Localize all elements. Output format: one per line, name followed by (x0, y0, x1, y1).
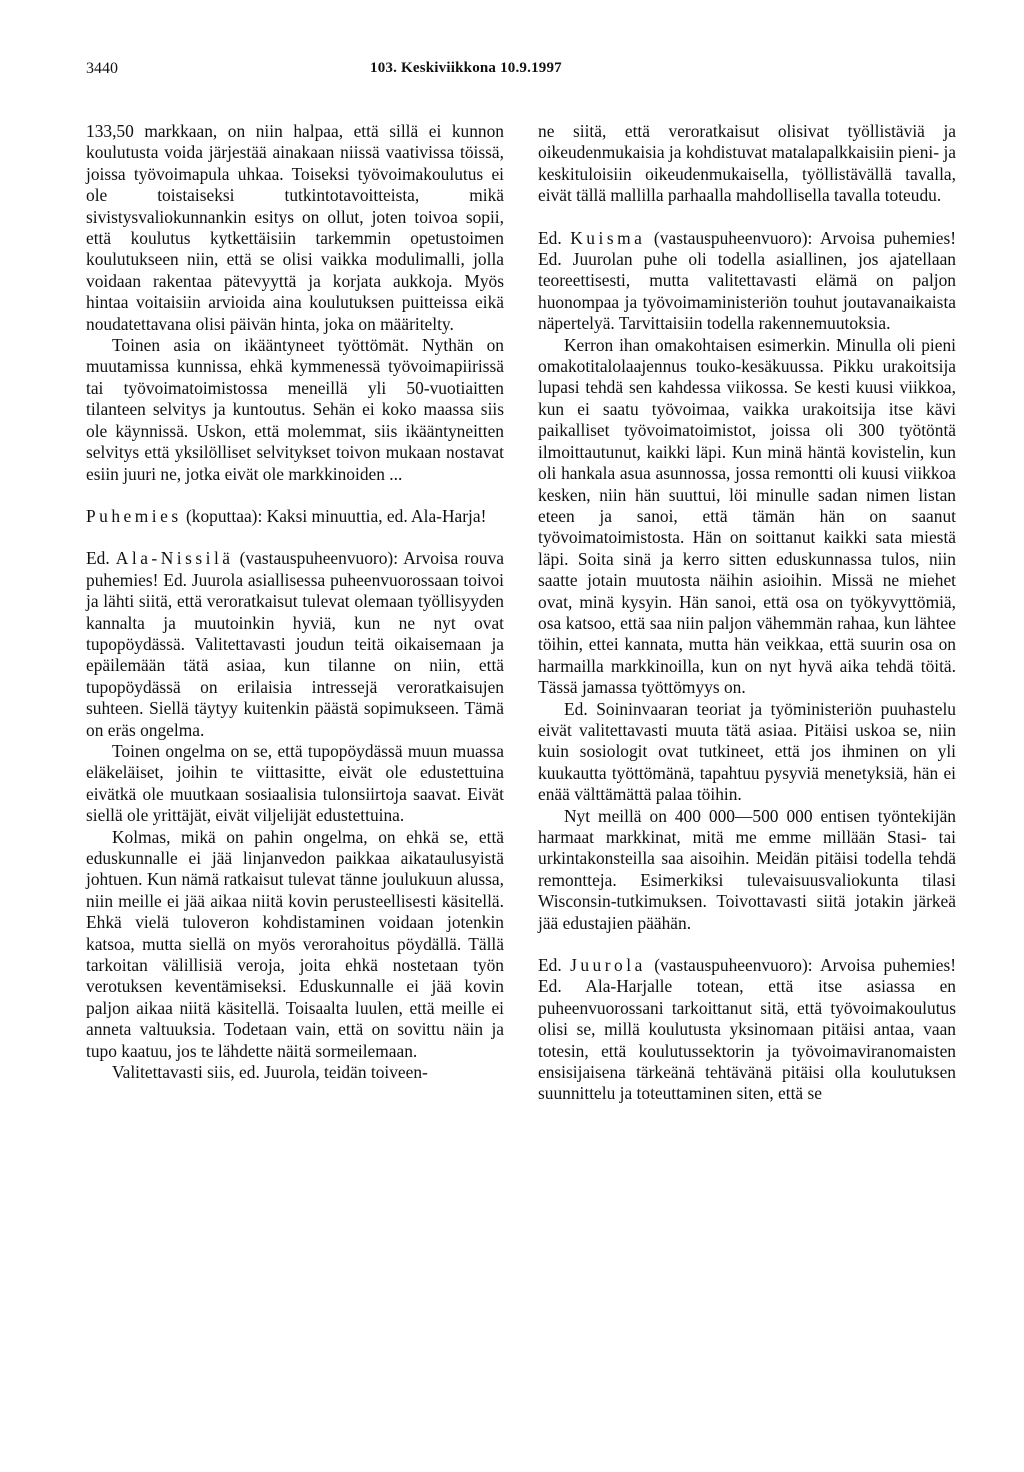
speaker-paragraph (86, 548, 504, 741)
speaker-text: (vastauspuheenvuoro): Arvoisa puhemies! Ed. Juurolan puhe oli todella asiallinen, jos ajatellaan teoreettisesti, mutta valitettavasti elämä on paljon huonompaa ja työvoimaministeriön touhut joutavanaikaista näpertelyä. Tarvittaisiin todella rakennemuutoksia. (538, 227, 957, 334)
page-header (86, 60, 966, 84)
speaker-text: (vastauspuheenvuoro): Arvoisa puhemies! Ed. Ala-Harjalle totean, että itse asiassa en puheenvuorossani tarkoittanut sitä, että työvoimakoulutus olisi se, millä koulutusta yksinomaan pitäisi antaa, vaan totesin, että koulutussektorin ja työvoimaviranomaisten ensisijaisena tärkeänä tehtävänä pitäisi olla koulutuksen suunnittelu ja toteuttaminen siten, että se (538, 955, 957, 1104)
speaker-text: (vastauspuheenvuoro): Arvoisa rouva puhemies! Ed. Juurola asiallisessa puheenvuorossaan toivoi ja lähti siitä, että veroratkaisut tulevat olemaan työllisyyden kannalta ja muutoinkin hyviä, kun ne nyt ovat tupopöydässä. Valitettavasti joudun teitä oikaisemaan ja epäilemään tätä asiaa, kun tilanne on niin, että tupopöydässä on erilaisia intressejä veroratkaisujen suhteen. Siellä täytyy kuitenkin päästä sopimukseen. Tämä on eräs ongelma. (86, 548, 504, 740)
paragraph: Kerron ihan omakohtaisen esimerkin. Minulla oli pieni omakotitalolaajennus touko-kesäkuussa. Pikku urakoitsija lupasi tehdä sen kahdessa viikossa. Se kesti kuusi viikkoa, kun ei saatu työvoimaa, vaikka urakoitsija itse kävi paikalliset työvoimatoimistot, joissa oli 300 työtöntä ilmoittautunut, kaikki läpi. Kun minä häntä kovistelin, kun oli hankala asua asunnossa, jossa remontti oli kuusi viikkoa kesken, niin hän suuttui, löi minulle sadan nimen listan eteen ja sanoi, että tämän hän on saanut työvoimatoimistosta. Hän on soittanut kaikki sata miestä läpi. Soita sinä ja kerro sitten eduskunnassa tulos, niin saatte jotain muutosta näihin asioihin. Missä ne miehet ovat, minä kysyin. Hän sanoi, että osa on työkyvyttömiä, osa katsoo, että saa niin paljon vähemmän rahaa, kun lähtee töihin, ettei kannata, mutta hän veikkaa, että suurin osa on harmailla markkinoilla, kun on nyt hyvä aika tehdä töitä. Tässä jamassa työttömyys on. (538, 334, 956, 698)
paragraph: Nyt meillä on 400 000—500 000 entisen työntekijän harmaat markkinat, mitä me emme millään Stasi- tai urkintakonsteilla saa aisoihin. Meidän pitäisi todella tehdä remontteja. Esimerkiksi tulevaisuusvaliokunta tilasi Wisconsin-tutkimuksen. Toivottavasti siitä jotakin järkeä jää edustajien päähän. (538, 805, 956, 933)
speaker-paragraph (538, 228, 956, 335)
running-head: 103. Keskiviikkona 10.9.1997 (370, 60, 562, 76)
page-number: 3440 (86, 60, 118, 77)
paragraph: Ed. Soininvaaran teoriat ja työministeriön puuhastelu eivät valitettavasti muuta tätä asiaa. Pitäisi uskoa se, niin kuin sosiologit ovat tutkineet, että jos ihminen on yli kuukautta työttömänä, tapahtuu pysyviä menetyksiä, hän ei enää välttämättä palaa töihin. (538, 698, 956, 805)
paragraph: Toinen asia on ikääntyneet työttömät. Nythän on muutamissa kunnissa, ehkä kymmenessä työvoimapiirissä tai työvoimatoimistossa meneillä yli 50-vuotiaitten tilanteen selvitys ja kuntoutus. Sehän ei koko maassa siis ole käynnissä. Uskon, että molemmat, siis ikääntyneitten selvitys että yksilölliset selvitykset toivon mukaan nostavat esiin juuri ne, jotka eivät ole markkinoiden ... (86, 335, 504, 484)
paragraph: ne siitä, että veroratkaisut olisivat työllistäviä ja oikeudenmukaisia ja kohdistuvat matalapalkkaisiin pieni- ja keskituloisiin oikeudenmukaisella, työllistävällä tavalla, eivät tällä mallilla parhaalla mahdollisella tavalla toteudu. (538, 121, 956, 206)
speaker-paragraph (538, 955, 956, 1105)
speaker-prefix: Ed. (86, 548, 116, 569)
speaker-text: (koputtaa): Kaksi minuuttia, ed. Ala-Harja! (181, 505, 487, 526)
speaker-name: Kuisma (570, 227, 646, 248)
left-column (86, 121, 504, 1083)
paragraph: 133,50 markkaan, on niin halpaa, että sillä ei kunnon koulutusta voida järjestää ainakaan niissä vaativissa töissä, joissa työvoimapula uhkaa. Toiseksi työvoimakoulutus ei ole toistaiseksi tutkintotavoitteista, mikä sivistysvaliokunnankin esitys on ollut, joten toivoa sopii, että koulutus kytkettäisiin tarkemmin opetustoimen koulutukseen niin, että se olisi vaikka modulimalli, jolla voidaan rakentaa pätevyyttä ja korjata aukkoja. Myös hintaa voitaisiin arvioida aina koulutuksen puitteissa eikä noudatettavana olisi päivän hinta, joka on määritelty. (86, 121, 504, 334)
right-column (538, 121, 956, 1105)
paragraph: Valitettavasti siis, ed. Juurola, teidän toiveen- (112, 1062, 428, 1083)
speaker-name: Juurola (570, 955, 646, 976)
speaker-name: Ala-Nissilä (115, 548, 234, 569)
speaker-name: Puhemies (86, 505, 182, 526)
paragraph: Kolmas, mikä on pahin ongelma, on ehkä se, että eduskunnalle ei jää linjanvedon paikkaa aikataulusyistä johtuen. Kun nämä ratkaisut tulevat tänne joulukuun alussa, niin meille ei jää aikaa niitä kovin perusteellisesti käsitellä. Ehkä vielä tuloveron kohdistaminen voidaan jotenkin katsoa, mutta siellä on myös verorahoitus pöydällä. Tällä tarkoitan välillisiä veroja, joita ehkä nostetaan työn verotuksen keventämiseksi. Eduskunnalle ei jää kovin paljon aikaa niitä käsitellä. Toisaalta luulen, että meille ei anneta valtuuksia. Todetaan vain, että on sovittu näin ja tupo kaatuu, jos te lähdette näitä sormeilemaan. (86, 826, 504, 1061)
speaker-prefix: Ed. (538, 955, 571, 976)
speaker-prefix: Ed. (538, 227, 571, 248)
paragraph: Toinen ongelma on se, että tupopöydässä muun muassa eläkeläiset, joihin te viittasitte, eivät ole edustettuina eivätkä ole muutkaan sosiaalisia tulonsiirtoja saavat. Eivät siellä ole yrittäjät, eivät viljelijät edustettuina. (86, 740, 504, 826)
speaker-paragraph (86, 506, 504, 527)
